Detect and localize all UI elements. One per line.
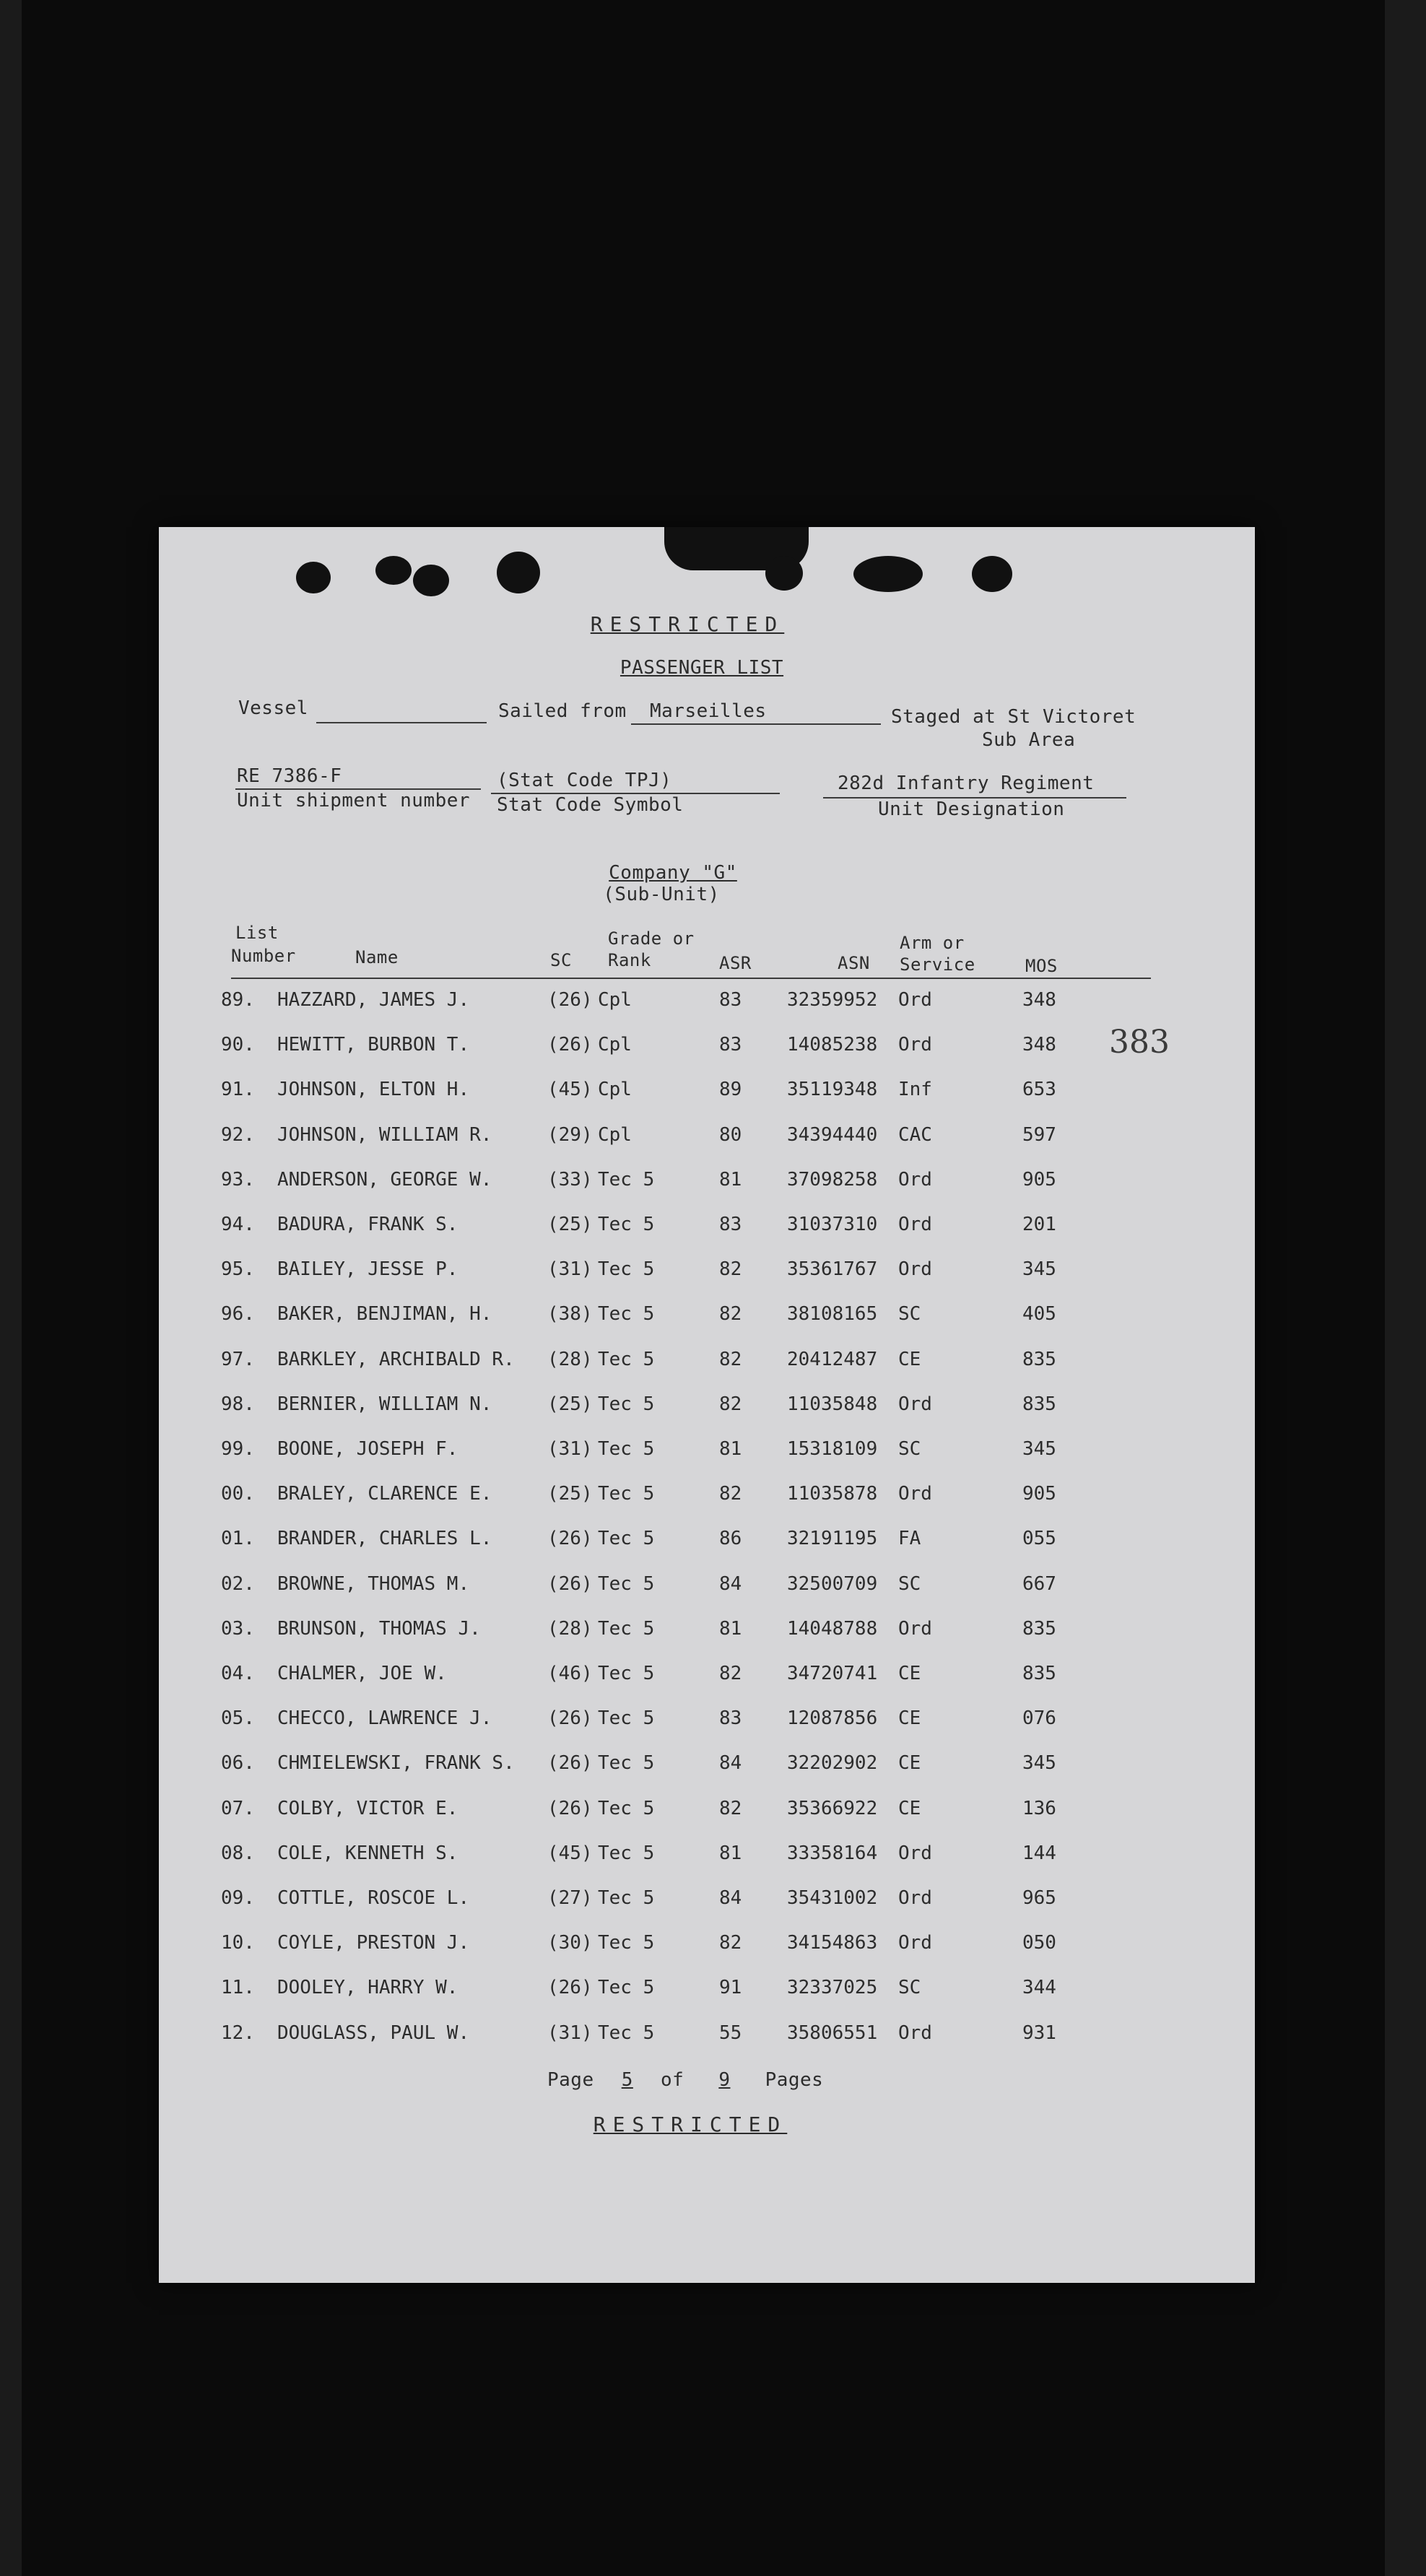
table-row [159,1798,1255,1827]
cell-list-number: 09. [221,1887,255,1909]
cell-rank: Tec 5 [598,2022,655,2044]
table-row [159,1752,1255,1781]
cell-arm-or-service: Ord [898,1393,932,1415]
cell-mos: 144 [1022,1842,1056,1864]
cell-asr: 82 [719,1393,742,1415]
cell-asn: 35119348 [787,1079,878,1101]
cell-name: CHMIELEWSKI, FRANK S. [277,1752,515,1775]
cell-name: HEWITT, BURBON T. [277,1034,470,1056]
cell-name: BRANDER, CHARLES L. [277,1528,492,1550]
cell-sc: (25) [547,1214,593,1235]
cell-name: BARKLEY, ARCHIBALD R. [277,1348,515,1370]
punch-hole [853,556,923,592]
header-rule [231,978,1151,979]
cell-rank: Cpl [598,989,632,1011]
cell-rank: Tec 5 [598,1572,655,1595]
unit-designation: 282d Infantry Regiment [838,773,1095,794]
table-row [159,1303,1255,1332]
cell-arm-or-service: CE [898,1752,921,1775]
cell-sc: (25) [547,1483,593,1505]
cell-list-number: 94. [221,1214,255,1235]
punch-hole [972,556,1012,592]
col-grade-1: Grade or [608,928,695,949]
cell-asn: 32191195 [787,1528,878,1550]
cell-list-number: 96. [221,1303,255,1326]
passenger-list-sheet [159,527,1255,2283]
restricted-heading: RESTRICTED [590,612,785,636]
table-row [159,2022,1255,2051]
staged-at-subarea: Sub Area [982,729,1076,751]
unit-caption: Unit Designation [878,799,1065,820]
cell-rank: Tec 5 [598,1707,655,1730]
table-row [159,1034,1255,1063]
cell-list-number: 07. [221,1797,255,1819]
cell-rank: Tec 5 [598,1887,655,1909]
cell-asn: 34394440 [787,1123,878,1146]
cell-rank: Tec 5 [598,1932,655,1954]
table-row [159,1393,1255,1422]
cell-asn: 35431002 [787,1887,878,1909]
cell-arm-or-service: CE [898,1663,921,1684]
cell-sc: (38) [547,1303,593,1326]
cell-arm-or-service: SC [898,1572,921,1595]
cell-asn: 32500709 [787,1572,878,1595]
cell-rank: Tec 5 [598,1617,655,1640]
cell-arm-or-service: SC [898,1977,921,1999]
cell-rank: Cpl [598,1123,632,1146]
cell-mos: 345 [1022,1752,1056,1775]
cell-list-number: 90. [221,1034,255,1056]
cell-rank: Tec 5 [598,1258,655,1281]
cell-name: DOOLEY, HARRY W. [277,1977,458,1999]
cell-asn: 34720741 [787,1663,878,1684]
cell-asn: 33358164 [787,1842,878,1864]
col-asn: ASN [838,953,870,973]
company: Company "G" [609,862,737,884]
cell-mos: 345 [1022,1258,1056,1281]
cell-sc: (27) [547,1887,593,1909]
cell-mos: 905 [1022,1168,1056,1191]
table-row [159,1349,1255,1378]
table-row [159,1124,1255,1153]
table-row [159,989,1255,1018]
cell-mos: 653 [1022,1079,1056,1101]
table-row [159,1932,1255,1961]
cell-sc: (29) [547,1123,593,1146]
cell-name: BRUNSON, THOMAS J. [277,1617,481,1640]
cell-name: BADURA, FRANK S. [277,1214,458,1235]
cell-name: BRALEY, CLARENCE E. [277,1483,492,1505]
table-row [159,1663,1255,1692]
cell-arm-or-service: Ord [898,1168,932,1191]
cell-mos: 931 [1022,2022,1056,2044]
cell-asn: 37098258 [787,1168,878,1191]
cell-asr: 81 [719,1168,742,1191]
cell-rank: Cpl [598,1079,632,1101]
col-asr: ASR [719,953,752,973]
pages-label: Pages [765,2069,824,2091]
cell-sc: (45) [547,1079,593,1101]
cell-asn: 20412487 [787,1348,878,1370]
cell-name: CHALMER, JOE W. [277,1663,447,1684]
cell-asn: 32359952 [787,989,878,1011]
cell-mos: 835 [1022,1617,1056,1640]
table-row [159,1214,1255,1243]
cell-rank: Tec 5 [598,1528,655,1550]
cell-mos: 136 [1022,1797,1056,1819]
table-row [159,1258,1255,1287]
cell-arm-or-service: CE [898,1707,921,1730]
col-grade-2: Rank [608,950,651,970]
cell-name: BAILEY, JESSE P. [277,1258,458,1281]
col-arm-1: Arm or [900,933,965,953]
page-footer [547,2069,823,2091]
cell-mos: 597 [1022,1123,1056,1146]
cell-mos: 405 [1022,1303,1056,1326]
cell-mos: 055 [1022,1528,1056,1550]
cell-asn: 38108165 [787,1303,878,1326]
sailed-from-line [631,723,881,725]
cell-list-number: 04. [221,1663,255,1684]
cell-sc: (46) [547,1663,593,1684]
cell-name: BERNIER, WILLIAM N. [277,1393,492,1415]
cell-asr: 81 [719,1842,742,1864]
cell-asr: 84 [719,1752,742,1775]
cell-arm-or-service: CE [898,1348,921,1370]
cell-asr: 84 [719,1887,742,1909]
cell-arm-or-service: Ord [898,2022,932,2044]
cell-asr: 86 [719,1528,742,1550]
cell-sc: (26) [547,1707,593,1730]
cell-list-number: 02. [221,1572,255,1595]
cell-list-number: 89. [221,989,255,1011]
cell-sc: (33) [547,1168,593,1191]
cell-rank: Tec 5 [598,1348,655,1370]
col-sc: SC [550,950,572,970]
cell-sc: (26) [547,1977,593,1999]
cell-name: CHECCO, LAWRENCE J. [277,1707,492,1730]
cell-asn: 31037310 [787,1214,878,1235]
shipment-caption: Unit shipment number [237,790,471,811]
page-label: Page [547,2069,594,2091]
table-row [159,1438,1255,1467]
cell-list-number: 91. [221,1079,255,1101]
cell-arm-or-service: Ord [898,1034,932,1056]
cell-rank: Tec 5 [598,1483,655,1505]
cell-list-number: 03. [221,1617,255,1640]
cell-sc: (26) [547,1034,593,1056]
cell-asn: 15318109 [787,1438,878,1460]
cell-asn: 14085238 [787,1034,878,1056]
cell-asn: 32337025 [787,1977,878,1999]
cell-asn: 11035878 [787,1483,878,1505]
cell-rank: Tec 5 [598,1303,655,1326]
cell-mos: 345 [1022,1438,1056,1460]
shipment-number: RE 7386-F [237,765,342,787]
cell-sc: (26) [547,1797,593,1819]
cell-list-number: 05. [221,1707,255,1730]
cell-asn: 35361767 [787,1258,878,1281]
cell-arm-or-service: Ord [898,1258,932,1281]
cell-arm-or-service: CAC [898,1123,932,1146]
table-row [159,1977,1255,2006]
cell-sc: (26) [547,989,593,1011]
cell-arm-or-service: Ord [898,1932,932,1954]
cell-rank: Tec 5 [598,1438,655,1460]
cell-name: JOHNSON, ELTON H. [277,1079,470,1101]
cell-asr: 89 [719,1079,742,1101]
sailed-from-value: Marseilles [650,700,767,722]
cell-asr: 82 [719,1258,742,1281]
cell-name: JOHNSON, WILLIAM R. [277,1123,492,1146]
cell-mos: 201 [1022,1214,1056,1235]
cell-arm-or-service: SC [898,1438,921,1460]
cell-name: DOUGLASS, PAUL W. [277,2022,470,2044]
cell-list-number: 95. [221,1258,255,1281]
cell-asn: 35806551 [787,2022,878,2044]
cell-mos: 348 [1022,989,1056,1011]
cell-mos: 076 [1022,1707,1056,1730]
table-row [159,1707,1255,1736]
punch-hole [497,552,540,593]
cell-sc: (30) [547,1932,593,1954]
cell-rank: Tec 5 [598,1663,655,1684]
stat-code: (Stat Code TPJ) [497,770,672,791]
cell-mos: 965 [1022,1887,1056,1909]
page-number: 5 [621,2069,633,2091]
staged-at-label: Staged at St Victoret [891,706,1136,728]
cell-rank: Tec 5 [598,1752,655,1775]
cell-sc: (31) [547,2022,593,2044]
handwritten-number: 383 [1109,1024,1170,1061]
cell-name: COTTLE, ROSCOE L. [277,1887,470,1909]
cell-asr: 82 [719,1303,742,1326]
table-row [159,1079,1255,1108]
table-row [159,1573,1255,1602]
cell-list-number: 98. [221,1393,255,1415]
of-label: of [660,2069,684,2091]
cell-rank: Tec 5 [598,1393,655,1415]
cell-list-number: 92. [221,1123,255,1146]
table-row [159,1483,1255,1512]
cell-asr: 84 [719,1572,742,1595]
cell-mos: 344 [1022,1977,1056,1999]
cell-arm-or-service: Ord [898,1617,932,1640]
cell-name: COLE, KENNETH S. [277,1842,458,1864]
restricted-footer: RESTRICTED [593,2112,788,2136]
cell-name: COYLE, PRESTON J. [277,1932,470,1954]
cell-arm-or-service: Ord [898,1887,932,1909]
cell-arm-or-service: Ord [898,1214,932,1235]
cell-arm-or-service: Ord [898,1483,932,1505]
cell-list-number: 12. [221,2022,255,2044]
cell-asn: 35366922 [787,1797,878,1819]
cell-mos: 835 [1022,1348,1056,1370]
cell-asr: 81 [719,1438,742,1460]
cell-asr: 82 [719,1797,742,1819]
cell-sc: (28) [547,1348,593,1370]
cell-mos: 835 [1022,1393,1056,1415]
table-row [159,1169,1255,1198]
punch-hole [375,556,412,585]
cell-name: COLBY, VICTOR E. [277,1797,458,1819]
cell-asr: 81 [719,1617,742,1640]
cell-name: BROWNE, THOMAS M. [277,1572,470,1595]
punch-hole [765,556,803,591]
film-edge-left [0,0,22,2576]
cell-name: ANDERSON, GEORGE W. [277,1168,492,1191]
cell-list-number: 00. [221,1483,255,1505]
cell-arm-or-service: Ord [898,1842,932,1864]
cell-asr: 82 [719,1483,742,1505]
table-row [159,1618,1255,1647]
cell-asr: 91 [719,1977,742,1999]
cell-mos: 835 [1022,1663,1056,1684]
cell-asn: 32202902 [787,1752,878,1775]
cell-rank: Tec 5 [598,1977,655,1999]
cell-list-number: 01. [221,1528,255,1550]
cell-asr: 83 [719,989,742,1011]
punch-hole [413,565,449,596]
cell-mos: 050 [1022,1932,1056,1954]
cell-rank: Tec 5 [598,1842,655,1864]
vessel-line [316,722,487,723]
cell-list-number: 06. [221,1752,255,1775]
cell-list-number: 08. [221,1842,255,1864]
total-pages: 9 [718,2069,731,2091]
cell-sc: (31) [547,1438,593,1460]
cell-sc: (31) [547,1258,593,1281]
cell-asr: 80 [719,1123,742,1146]
cell-sc: (26) [547,1752,593,1775]
col-name: Name [355,947,399,967]
film-edge-right [1385,0,1426,2576]
document-title: PASSENGER LIST [619,657,784,679]
cell-name: BAKER, BENJIMAN, H. [277,1303,492,1326]
cell-mos: 905 [1022,1483,1056,1505]
cell-arm-or-service: Inf [898,1079,932,1101]
cell-asr: 83 [719,1034,742,1056]
cell-mos: 667 [1022,1572,1056,1595]
cell-list-number: 93. [221,1168,255,1191]
cell-list-number: 99. [221,1438,255,1460]
cell-sc: (45) [547,1842,593,1864]
cell-asn: 12087856 [787,1707,878,1730]
cell-sc: (26) [547,1572,593,1595]
cell-asr: 82 [719,1932,742,1954]
col-arm-2: Service [900,954,975,975]
sub-unit: (Sub-Unit) [603,884,720,905]
cell-list-number: 97. [221,1348,255,1370]
cell-list-number: 10. [221,1932,255,1954]
punch-hole [296,562,331,593]
cell-rank: Cpl [598,1034,632,1056]
col-mos: MOS [1025,956,1058,976]
table-row [159,1887,1255,1916]
col-list-number-2: Number [231,946,296,966]
cell-sc: (26) [547,1528,593,1550]
cell-arm-or-service: Ord [898,989,932,1011]
cell-mos: 348 [1022,1034,1056,1056]
cell-arm-or-service: CE [898,1797,921,1819]
vessel-label: Vessel [238,697,308,719]
cell-list-number: 11. [221,1977,255,1999]
cell-rank: Tec 5 [598,1797,655,1819]
cell-arm-or-service: FA [898,1528,921,1550]
cell-sc: (25) [547,1393,593,1415]
col-list-number-1: List [235,923,279,943]
sailed-from-label: Sailed from [498,700,627,722]
cell-asn: 11035848 [787,1393,878,1415]
cell-asr: 55 [719,2022,742,2044]
cell-asn: 34154863 [787,1932,878,1954]
cell-asr: 83 [719,1707,742,1730]
cell-name: HAZZARD, JAMES J. [277,989,470,1011]
cell-asn: 14048788 [787,1617,878,1640]
table-row [159,1842,1255,1871]
cell-asr: 82 [719,1663,742,1684]
cell-rank: Tec 5 [598,1214,655,1235]
cell-arm-or-service: SC [898,1303,921,1326]
cell-asr: 82 [719,1348,742,1370]
cell-name: BOONE, JOSEPH F. [277,1438,458,1460]
cell-rank: Tec 5 [598,1168,655,1191]
table-row [159,1528,1255,1557]
cell-sc: (28) [547,1617,593,1640]
stat-code-caption: Stat Code Symbol [497,794,684,816]
cell-asr: 83 [719,1214,742,1235]
